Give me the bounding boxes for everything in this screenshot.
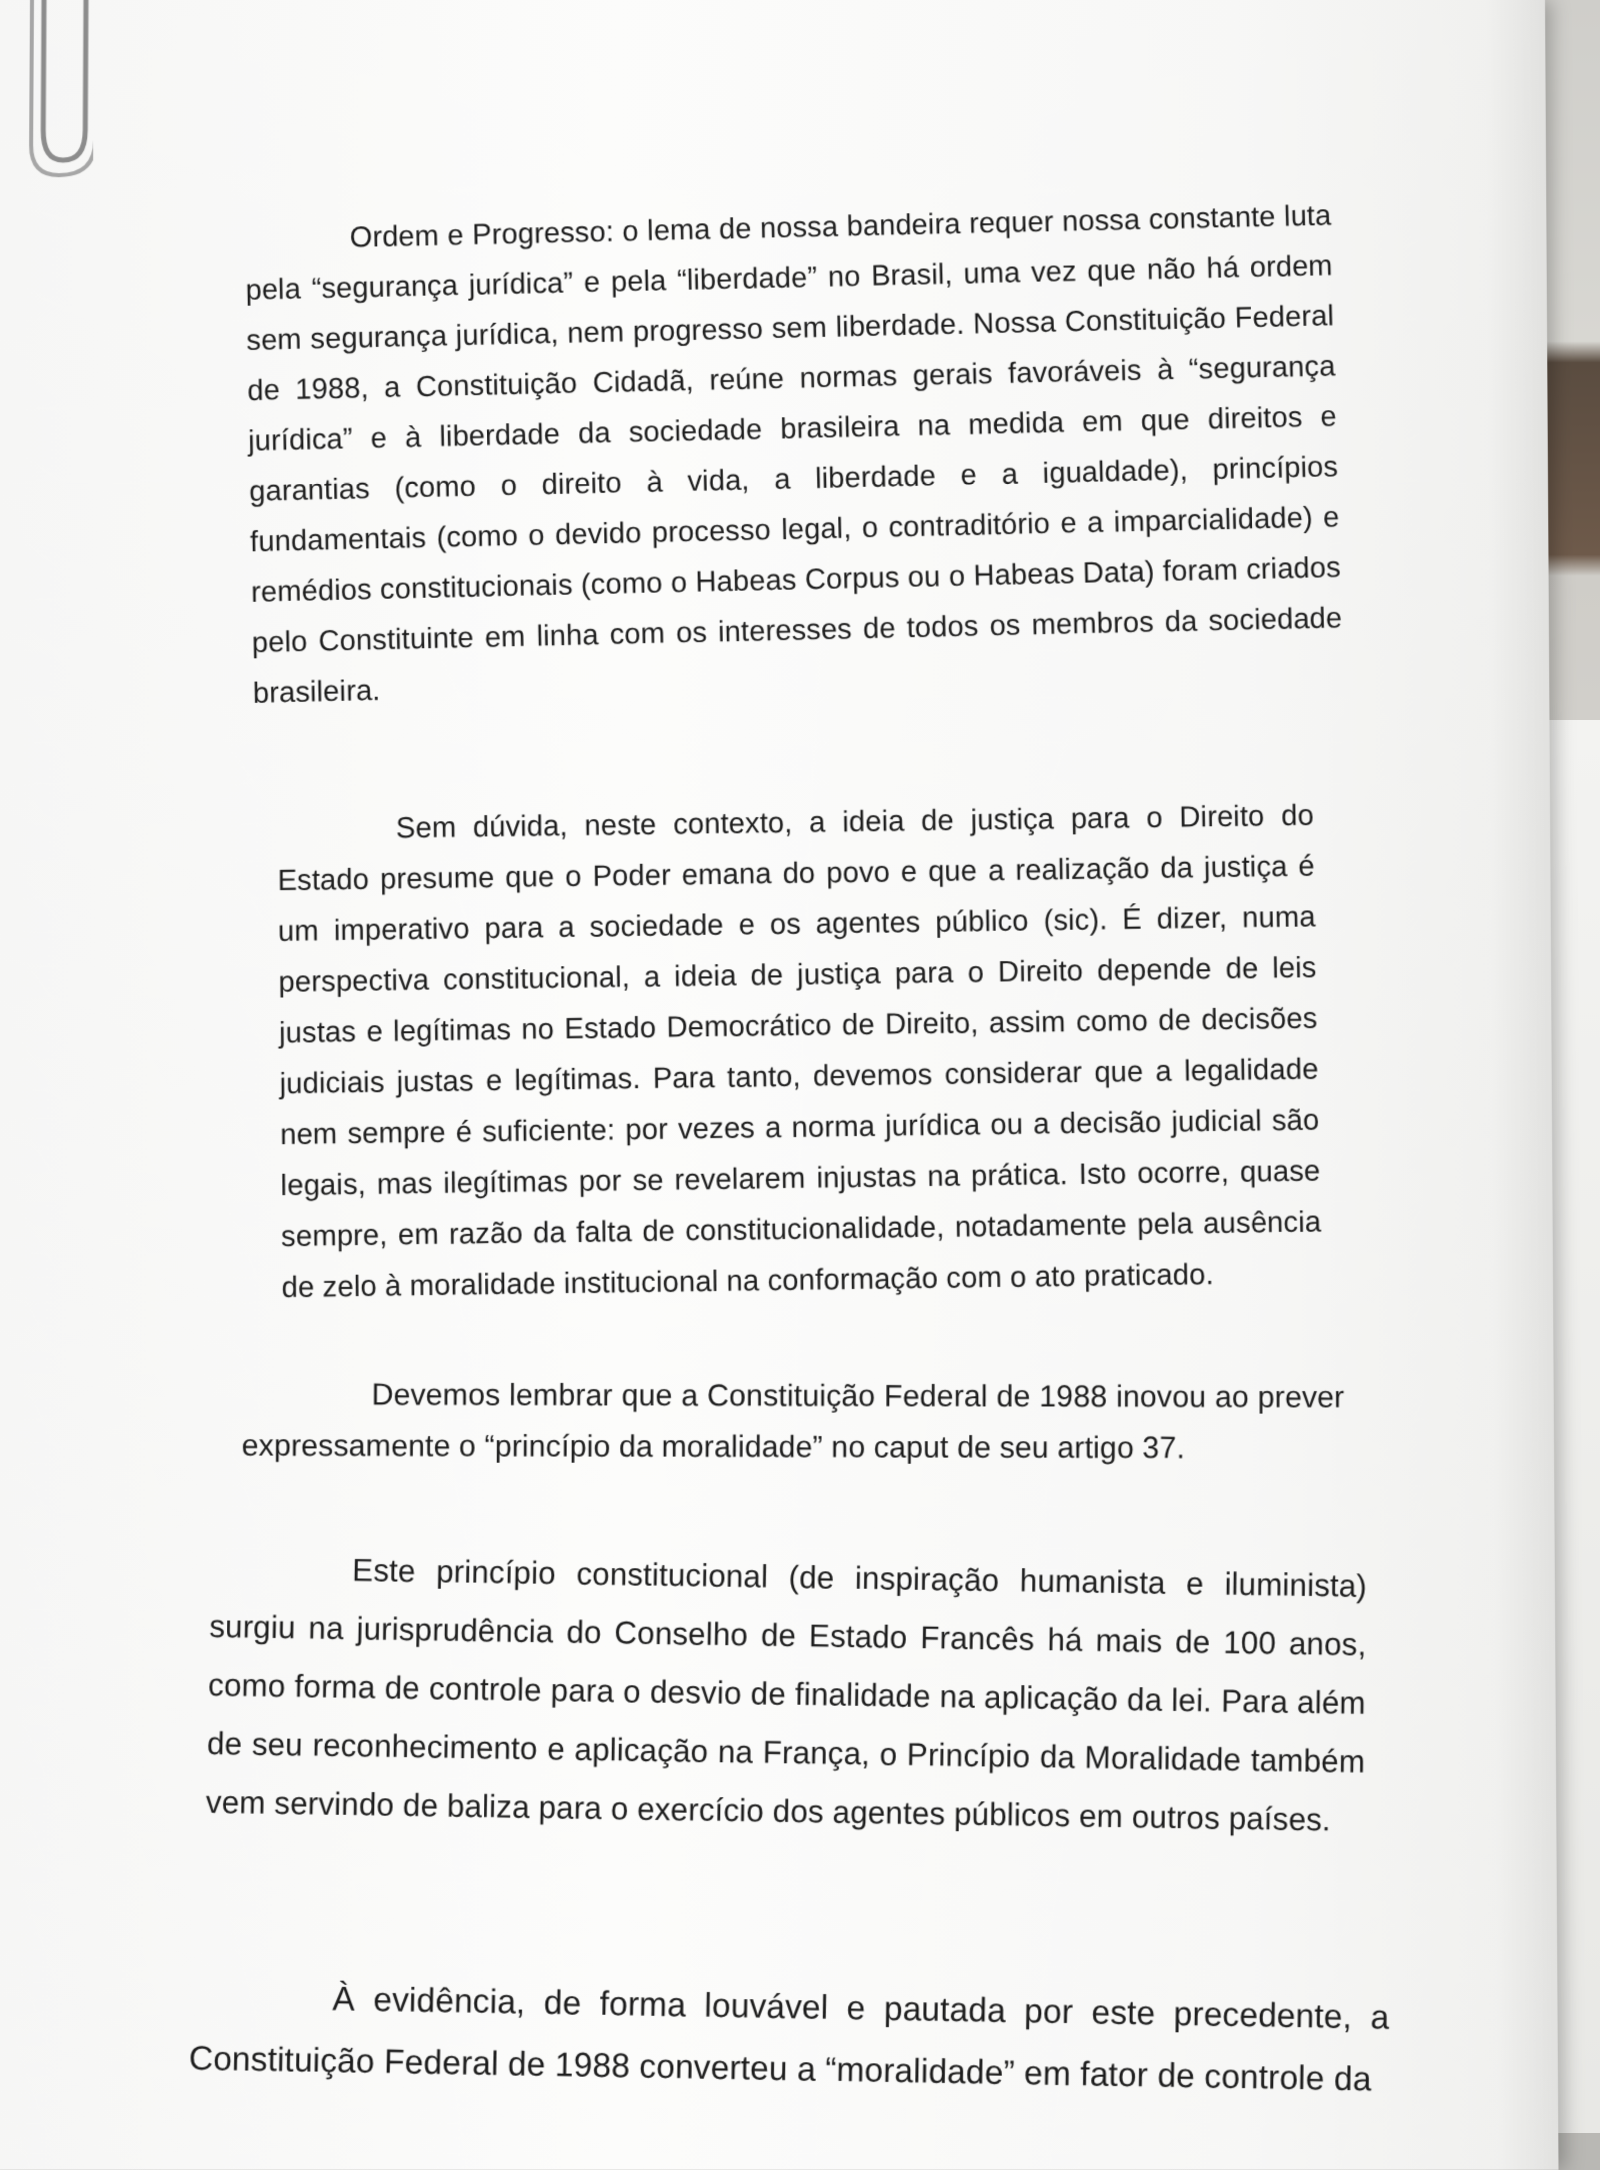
paragraph-5 [188, 1965, 1389, 2110]
paragraph-1 [244, 191, 1344, 719]
paragraph-3 [242, 1370, 1345, 1475]
paragraph-3-text: Devemos lembrar que a Constituição Federal de 1988 inovou ao prever expressamente o “princípio da moralidade” no caput de seu artigo 37. [241, 1378, 1345, 1466]
paragraph-4 [205, 1539, 1367, 1850]
paperclip-icon [13, 0, 94, 190]
paragraph-1-text: Ordem e Progresso: o lema de nossa bandeira requer nossa constante luta pela “segurança jurídica” e pela “liberdade” no Brasil, uma vez que não há ordem sem segurança jurídica, nem progresso sem liberdade. Nossa Constituição Federal de 1988, a Constituição Cidadã, reúne normas gerais favoráveis à “segurança jurídica” e à liberdade da sociedade brasileira na medida em que direitos e garantias (como o direito à vida, a liberdade e a igualdade), princípios fundamentais (como o devido processo legal, o contraditório e a imparcialidade) e remédios constitucionais (como o Habeas Corpus ou o Habeas Data) foram criados pelo Constituinte em linha com os interesses de todos os membros da sociedade brasileira. [245, 199, 1343, 710]
paragraph-2-text: Sem dúvida, neste contexto, a ideia de justiça para o Direito do Estado presume que o Poder emana do povo e que a realização da justiça é um imperativo para a sociedade e os agentes público (sic). É dizer, numa perspectiva constitucional, a ideia de justiça para o Direito depende de leis justas e legítimas no Estado Democrático de Direito, assim como de decisões judiciais justas e legítimas. Para tanto, devemos considerar que a legalidade nem sempre é suficiente: por vezes a norma jurídica ou a decisão judicial são legais, mas ilegítimas por se revelarem injustas na prática. Isto ocorre, quase sempre, em razão da falta de constitucionalidade, notadamente pela ausência de zelo à moralidade institucional na conformação com o ato praticado. [277, 799, 1322, 1305]
paragraph-4-text: Este princípio constitucional (de inspiração humanista e iluminista) surgiu na jurisprudência do Conselho de Estado Francês há mais de 100 anos, como forma de controle para o desvio de finalidade na aplicação da lei. Para além de seu reconhecimento e aplicação na França, o Princípio da Moralidade também vem servindo de baliza para o exercício dos agentes públicos em outros países. [205, 1552, 1368, 1838]
paragraph-2 [277, 790, 1323, 1313]
paragraph-5-text: À evidência, de forma louvável e pautada por este precedente, a Constituição Federal de 1988 converteu a “moralidade” em fator de controle da [188, 1979, 1390, 2098]
